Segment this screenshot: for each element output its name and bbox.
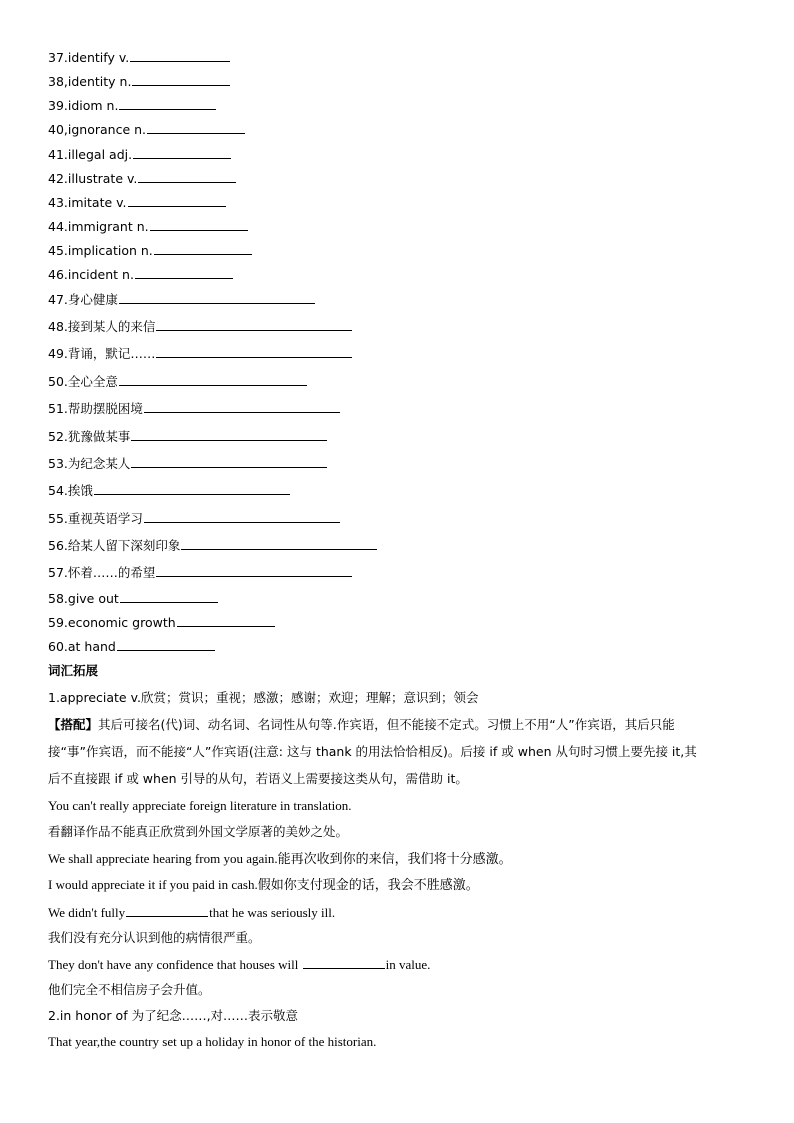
vocab-item: 37.identify v. (48, 49, 230, 66)
vocab-item: 57.怀着……的希望 (48, 564, 352, 581)
example-sentence: That year,the country set up a holiday in honor of the historian. (48, 1034, 377, 1049)
example-translation: 我们没有充分认识到他的病情很严重。 (48, 930, 261, 945)
answer-blank[interactable] (303, 956, 385, 969)
vocab-item: 45.implication n. (48, 242, 252, 259)
vocab-item: 41.illegal adj. (48, 146, 231, 163)
example-translation: 他们完全不相信房子会升值。 (48, 982, 211, 997)
answer-blank[interactable] (131, 428, 327, 441)
note-tag: 【搭配】 (48, 717, 99, 732)
vocab-item: 52.犹豫做某事 (48, 428, 327, 445)
answer-blank[interactable] (120, 590, 218, 603)
answer-blank[interactable] (119, 97, 216, 110)
vocab-item: 39.idiom n. (48, 97, 216, 114)
vocab-item: 54.挨饿 (48, 482, 290, 499)
answer-blank[interactable] (126, 904, 208, 917)
vocab-item: 49.背诵，默记…… (48, 345, 352, 362)
answer-blank[interactable] (130, 49, 230, 62)
vocab-item: 48.接到某人的来信 (48, 318, 352, 335)
answer-blank[interactable] (144, 510, 340, 523)
answer-blank[interactable] (119, 373, 307, 386)
answer-blank[interactable] (147, 121, 245, 134)
vocab-item: 40,ignorance n. (48, 121, 245, 138)
usage-note-line: 接“事”作宾语，而不能接“人”作宾语(注意: 这与 thank 的用法恰恰相反)。后接 if 或 when 从句时习惯上要先接 it,其 (48, 744, 697, 759)
example-sentence: We shall appreciate hearing from you again.能再次收到你的来信，我们将十分感激。 (48, 851, 512, 866)
vocab-item: 56.给某人留下深刻印象 (48, 537, 377, 554)
answer-blank[interactable] (177, 614, 275, 627)
vocab-item: 53.为纪念某人 (48, 455, 327, 472)
answer-blank[interactable] (138, 170, 236, 183)
vocab-item: 38,identity n. (48, 73, 230, 90)
answer-blank[interactable] (131, 455, 327, 468)
vocab-item: 59.economic growth (48, 614, 275, 631)
fill-in-sentence: They don't have any confidence that houses will in value. (48, 957, 431, 972)
usage-note-line: 后不直接跟 if 或 when 引导的从句，若语义上需要接这类从句，需借助 it。 (48, 771, 468, 786)
vocab-item: 58.give out (48, 590, 218, 607)
answer-blank[interactable] (117, 638, 215, 651)
answer-blank[interactable] (128, 194, 226, 207)
vocab-item: 44.immigrant n. (48, 218, 248, 235)
vocab-item: 47.身心健康 (48, 291, 315, 308)
vocab-item: 50.全心全意 (48, 373, 307, 390)
fill-in-sentence: We didn't fully that he was seriously ill. (48, 905, 336, 920)
answer-blank[interactable] (135, 266, 233, 279)
entry-headword: 2.in honor of 为了纪念……,对……表示敬意 (48, 1008, 299, 1023)
answer-blank[interactable] (156, 318, 352, 331)
answer-blank[interactable] (156, 345, 352, 358)
example-sentence: I would appreciate it if you paid in cash.假如你支付现金的话，我会不胜感激。 (48, 877, 479, 892)
vocab-item: 46.incident n. (48, 266, 233, 283)
section-title: 词汇拓展 (48, 663, 99, 678)
usage-note: 【搭配】其后可接名(代)词、动名词、名词性从句等.作宾语，但不能接不定式。习惯上不用“人”作宾语，其后只能 (48, 717, 675, 732)
answer-blank[interactable] (132, 73, 230, 86)
answer-blank[interactable] (156, 564, 352, 577)
vocab-item: 60.at hand (48, 638, 215, 655)
vocab-item: 51.帮助摆脱困境 (48, 400, 340, 417)
answer-blank[interactable] (94, 482, 290, 495)
answer-blank[interactable] (144, 400, 340, 413)
vocab-item: 42.illustrate v. (48, 170, 236, 187)
entry-headword: 1.appreciate v.欣赏；赏识；重视；感激；感谢；欢迎；理解；意识到；领会 (48, 690, 479, 705)
answer-blank[interactable] (150, 218, 248, 231)
answer-blank[interactable] (133, 146, 231, 159)
example-sentence: You can't really appreciate foreign literature in translation. (48, 798, 352, 813)
vocab-item: 43.imitate v. (48, 194, 226, 211)
answer-blank[interactable] (119, 291, 315, 304)
answer-blank[interactable] (154, 242, 252, 255)
example-translation: 看翻译作品不能真正欣赏到外国文学原著的美妙之处。 (48, 824, 349, 839)
vocab-item: 55.重视英语学习 (48, 510, 340, 527)
answer-blank[interactable] (181, 537, 377, 550)
